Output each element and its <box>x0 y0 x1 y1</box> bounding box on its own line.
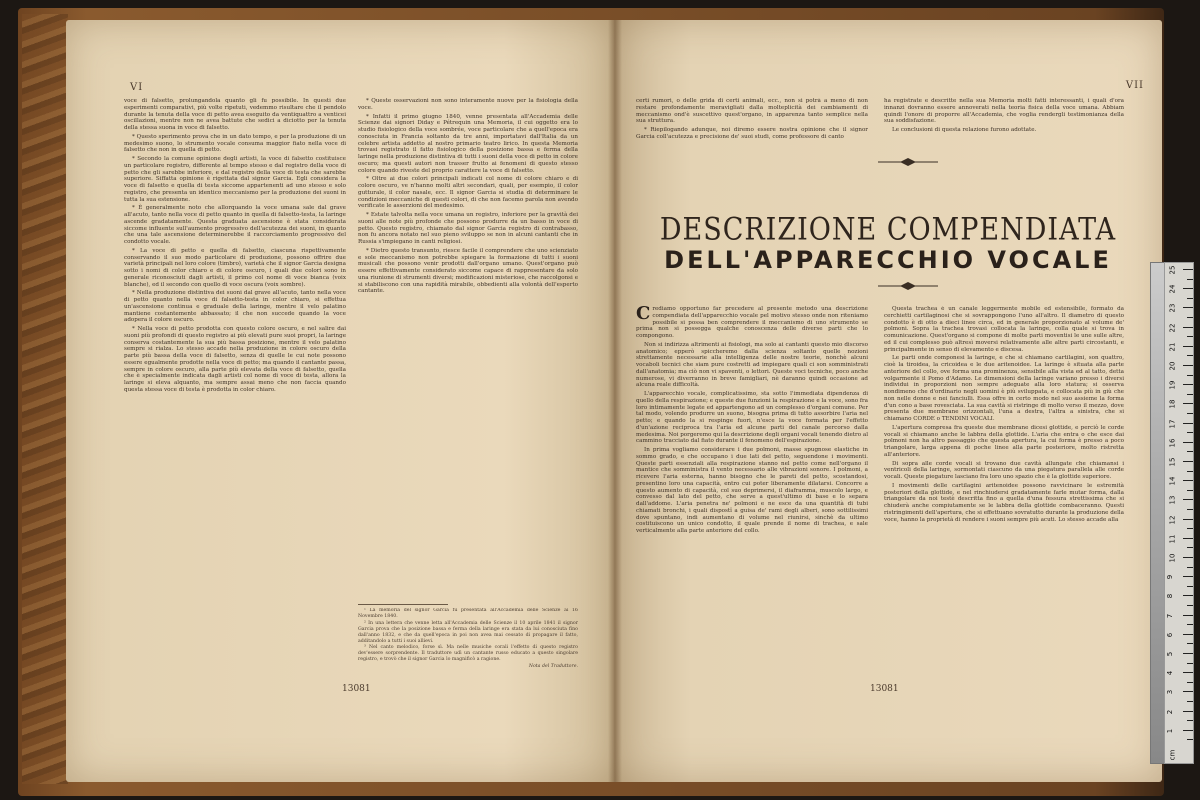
right-body-para: L'apparecchio vocale, complicatissimo, sta sotto l'immediata dipendenza di quello della respirazione; e queste due funzioni la respirazione e la voce, sono fra loro intimamente legate ed appartengono ad un complesso d'organi comune. Per tal modo, volendo produrre un suono, bisogna prima di tutto assorbire l'aria nel petto; e quando la si respinge fuori, n'esce la voce formata per l'effetto d'un'azione reciproca tra l'aria ed alcune parti del canale percorso dalla medesima. Noi porgeremo qui la descrizione degli organi vocali tenendo dietro al cammino tracciato dal fiato durante il fenomeno dell'espirazione. <box>636 391 868 445</box>
ruler-tick <box>1187 663 1193 664</box>
ruler-tick <box>1183 499 1193 500</box>
ruler-tick <box>1183 711 1193 712</box>
left-page <box>66 20 614 782</box>
ruler-tick <box>1183 615 1193 616</box>
right-body-para: Crediamo opportuno far precedere al presente metodo una descrizione compendiata dell'apparecchio vocale pel motivo stesso onde non riteniamo possibile si possa ben comprendere il meccanismo di uno strumento se prima non si possegga qualche conoscenza delle diverse parti che lo compongono. <box>636 306 868 339</box>
left-col2-para: * Dietro questo transunto, riesce facile il comprendere che uno scienziato e sole meccanismo non potrebbe spiegare la formazione di tutti i suoni musicali che possono venir prodotti dall'organo umano. Quest'organo può essere effettivamente considerato siccome capace di rappresentare da solo una riunione di strumenti diversi; modificazioni misteriose, che raccolgonsi e si stabiliscono con una rapidità mirabile, obbedienti alla volontà dell'esperto cantante. <box>358 247 578 295</box>
drop-cap: C <box>636 306 651 324</box>
left-col1-para: * È generalmente noto che allorquando la voce umana sale dal grave all'acuto, tanto nella voce di petto quanto in quella di falsetto-testa, la laringe ascende gradatamente. Questa graduata ascensione è stata considerata siccome influente sull'aumento progressivo dell'acutezza dei suoni, in quanto che una tale ascensione determinerebbe il raccorciamento progressivo del condotto vocale. <box>124 205 346 245</box>
ruler-tick <box>1183 327 1193 328</box>
ruler-tick <box>1183 384 1193 385</box>
ruler-tick <box>1187 567 1193 568</box>
ruler-tick <box>1183 461 1193 462</box>
cover-marbling <box>22 14 68 784</box>
ruler-number: 6 <box>1166 632 1175 638</box>
ornament-divider <box>878 282 938 290</box>
ruler-number: 14 <box>1168 476 1177 486</box>
ruler-tick <box>1187 432 1193 433</box>
ruler-tick <box>1183 442 1193 443</box>
page-footer-left: 13081 <box>342 684 371 694</box>
ruler-number: 20 <box>1168 361 1177 371</box>
right-body-para: Questa trachea è un canale leggermente mobile ed estensibile, formato da cerchietti cartilaginosi che si sovrappongono l'uno all'altro. Il diametro di questo condotto è di otto a dieci linee circa, ed in generale proporzionato al volume de' polmoni. Sopra la trachea trovasi collocata la laringe, colla quale si trova in comunicazione. Quest'organo si compone di molte parti moventisi le une sulle altre, ed il cui complesso può altresì moversi relativamente alle altre parti circostanti, e principalmente in senso di elevamento e discesa. <box>884 306 1124 353</box>
page-footer-right: 13081 <box>870 684 899 694</box>
ruler-number: 10 <box>1168 553 1177 563</box>
ruler-tick <box>1187 547 1193 548</box>
left-col1-para: voce di falsetto, prolungandola quanto gli fu possibile. In questi due esperimenti comparativi, più volte ripetuti, vedemmo risultare che il pendolo durante la tenuta della voce di petto avea eseguito da ventiquattro a venticei oscillazioni, mentre non ne avea battute che sedici a diciotto per la tenuta della stessa suona in voce di falsetto. <box>124 98 346 131</box>
footnotes <box>358 608 578 694</box>
ruler-number: 8 <box>1166 594 1175 599</box>
right-body-para: Non si indirizza altrimenti ai fisiologi, ma solo ai cantanti questo mio discorso anatomico; epperò spiccheremo dalla scienza soltanto quelle nozioni strettamente necessarie alla intelligenza delle nostre teorie, nonchè alcuni vocaboli tecnici che siam pure costretti ad impiegare quali ci son somministrati dall'anatomia; ma ciò non vi spaventi, o lettori. Queste voci tecniche, poco anche numerose, vi diverranno in breve famigliari, nè daranno quindi occasione ad alcuna reale difficoltà. <box>636 341 868 389</box>
ruler-number: 9 <box>1166 574 1175 580</box>
ruler-tick <box>1187 375 1193 376</box>
left-col2-para: * Infatti il primo giugno 1840, venne presentata all'Accademia delle Scienze dai signori Diday e Pétrequin una Memoria, il cui oggetto era lo studio fisiologico della voce sombrée, voce particolare che a quell'epoca era conosciuta in Francia soltanto da tre anni, importatavi dall'Italia da un celebre artista addetto al nostro primario teatro lirico. In questa Memoria trovasi registrato il fatto fisiologico della posizione bassa e ferma della laringe nella produzione distintiva di tutti i suoni della voce di petto in colore oscuro; ma questi autori non trasser frutto ai fenomeni di questo stesso colore quando riveste del proprio carattere la voce di falsetto. <box>358 113 578 174</box>
ruler-number: 13 <box>1168 495 1177 505</box>
ruler-tick <box>1187 701 1193 702</box>
right-body-para: Di sopra alle corde vocali si trovano due cavità allungate che chiamansi i ventricoli della laringe, sormontati ciascuno da una piegatura parallela alle corde vocali. Queste piegature lasciano fra loro uno spazio che è la glottide superiore. <box>884 460 1124 480</box>
ruler-tick <box>1187 720 1193 721</box>
left-col1-para: * La voce di petto e quella di falsetto, ciascuna rispettivamente conservando il suo modo particolare di produzione, possono offrire due varietà principali nel loro colore (timbro), varietà che il signor Garcia designa sotto i nomi di color chiaro e di colore oscuro, i quali due colori sono in generale riconosciuti dagli artisti, il primo col nome di voce bianca (voix blanche), ed il secondo con quello di voce oscura (voix sombre). <box>124 247 346 288</box>
left-column-2 <box>358 98 578 598</box>
ruler-tick <box>1187 451 1193 452</box>
ruler-tick <box>1183 672 1193 673</box>
ruler-tick <box>1183 634 1193 635</box>
right-body-column-2 <box>884 306 1124 696</box>
ruler-tick <box>1183 595 1193 596</box>
ruler-number: 5 <box>1166 651 1175 657</box>
ruler-tick <box>1187 528 1193 529</box>
right-top-para: certi rumori, o delle grida di certi animali, ecc., non si potrà a meno di non restare profondamente meravigliati dalla molteplicità dei cambiamenti di meccanismo ond'è suscettivo quest'organo, in apparenza tanto semplice nella sua struttura. <box>636 98 868 125</box>
right-top-column-1 <box>636 98 868 168</box>
ruler-number: 25 <box>1168 265 1177 275</box>
ruler-tick <box>1183 691 1193 692</box>
left-col2-para: * Oltre ai due colori principali indicati col nome di colore chiaro e di colore oscuro, ve n'hanno molti altri secondari, quali, per esempio, il color gutturale, il color nasale, ecc. Il signor Garcia si studia di determinare le condizioni meccaniche di questi colori, di che non facemo parola non avendo verificate le asserzioni del medesimo. <box>358 176 578 210</box>
ruler-tick <box>1187 336 1193 337</box>
ruler-number: 11 <box>1168 534 1177 544</box>
left-col1-para: * Nella voce di petto prodotta con questo colore oscuro, e nel salire dai suoni più profondi di questo registro ai più elevati pure suoi propri, la laringe conserva costantemente la sua più bassa posizione, mentre il velo palatino sempre si rialza. Lo stesso accade nella produzione in colore oscuro della parte più bassa della voce di falsetto, senza di quelle le cui note possono essere egualmente prodotte nella voce di petto; ma quando il cantante passa, sempre in colore oscuro, alla parte più elevata della voce di falsetto, quella che è specialmente indicata dagli artisti col nome di voce di testa, allora la laringe si eleva alquanto, ma sempre assai meno che non faccia quando questa stessa voce di testa è prodotta in color chiaro. <box>124 326 346 393</box>
ruler-number: 16 <box>1168 438 1177 448</box>
ruler-tick <box>1183 403 1193 404</box>
right-body-para: I movimenti delle cartilagini aritenoidee possono ravvicinare le estremità posteriori della glottide, e nel rinchiudersi gradatamente farle mutar forma, dalla triangolare da noi testè descritta fino a quella d'una fessura strettissima che si chiuderà anche compiutamente se le labbra della glottide combaceranno. Questi ristringimenti dell'apertura, che si effettuano sovratutto durante la produzione della voce, hanno la proprietà di rendere i suoni sempre più acuti. Lo stesso accade alla <box>884 482 1124 523</box>
ruler-number: 3 <box>1166 690 1175 695</box>
ruler-tick <box>1187 490 1193 491</box>
left-col1-para: * Secondo la comune opinione degli artisti, la voce di falsetto costituisce un particolare registro, differente al tempo stesso e dal registro della voce di petto che gli sarebbe inferiore, e dal registro della voce di testa che sarebbe superiore. Siffatta opinione è rigettata dal signor Garcia. Egli considera la voce di falsetto e quella di testa siccome appartenenti ad uno stesso e solo registro, che presenta un identico meccanismo per la produzione dei suoni in tutta la sua estensione. <box>124 156 346 203</box>
page-number-right: VII <box>1125 80 1144 91</box>
right-body-para: Le parti onde componesi la laringe, e che si chiamano cartilagini, son quattro, cioè la tiroidea, la cricoidea e le due aritenoidee. La laringe è situata alla parte anteriore del collo, ove forma una prominenza, sensibile alla vista ed al tatto, detta volgarmente il Pomo d'Adamo. Le dimensioni della laringe variano presso i diversi individui in proporzioni non sempre adeguate alla loro statura; si osserva nondimeno che d'ordinario negli uomini è più sviluppata, e collocata più in giù che non nelle donne e nei fanciulli. Essa offre in certo modo nel suo assieme la forma d'un cono a base rovesciata. La sua cavità si ristringe di molto verso il mezzo, dove presenta due membrane orizzontali, l'una a destra, l'altra a sinistra, che si chiamano CORDE o TENDINI VOCALI. <box>884 355 1124 422</box>
right-body-para: L'apertura compresa fra queste due membrane dicesi glottide, e perciò le corde vocali si chiamano anche le labbra della glottide. L'aria che entra o che esce dai polmoni non ha altro passaggio che questa apertura, la cui forma è presso a poco triangolare, larga appena di poche linee alla parte posteriore, molto ristretta all'anteriore. <box>884 424 1124 458</box>
ruler-number: 2 <box>1166 709 1175 714</box>
ornament-divider <box>878 158 938 166</box>
footnote: ¹ La memoria del signor Garcia fu presentata all'Accademia delle Scienze ai 16 Novembre 1840. <box>358 608 578 619</box>
ruler-tick <box>1187 643 1193 644</box>
right-top-para: Le conclusioni di questa relazione furono adottate. <box>892 127 1037 133</box>
right-page <box>614 20 1162 782</box>
left-col2-para: * Queste osservazioni non sono interamente nuove per la fisiologia della voce. <box>358 98 578 111</box>
left-column-1 <box>124 98 346 678</box>
ruler-number: 21 <box>1168 342 1177 352</box>
ruler-tick <box>1183 480 1193 481</box>
left-col1-para: * Nella produzione distintiva dei suoni dal grave all'acuto, tanto nella voce di petto quanto nella voce di falsetto-testa in color chiaro, si effettua un'ascensione continua e graduale della laringe, mentre il velo palatino mantiene costantemente abbassato; il che non succede quando la voce adopera il colore oscuro. <box>124 290 346 324</box>
ruler-tick <box>1183 307 1193 308</box>
ruler-tick <box>1183 730 1193 731</box>
ruler-unit: cm <box>1168 749 1177 761</box>
ruler-number: 12 <box>1168 515 1177 525</box>
page-number-left: VI <box>130 82 144 93</box>
ruler-number: 18 <box>1168 399 1177 409</box>
ruler-tick <box>1183 557 1193 558</box>
ruler-number: 4 <box>1166 670 1175 676</box>
left-col2-para: * Estate talvolta nella voce umana un registro, inferiore per la gravità dei suoni alle note più profonde che possono produrre da un basso in voce di petto. Questo registro, chiamato dal signor Garcia registro di contrabasso, non fu ancora notato nel suo pieno sviluppo se non in alcuni cantanti che in Russia s'impiegano in canti religiosi. <box>358 212 578 245</box>
ruler-tick <box>1183 538 1193 539</box>
ruler-tick <box>1183 365 1193 366</box>
translator-note: Nota del Traduttore. <box>528 664 578 670</box>
ruler-tick <box>1187 355 1193 356</box>
ruler-tick <box>1187 413 1193 414</box>
ruler-tick <box>1183 346 1193 347</box>
ruler-tick <box>1187 394 1193 395</box>
ruler-number: 24 <box>1168 284 1177 294</box>
ruler-number: 7 <box>1166 613 1175 618</box>
measurement-ruler <box>1164 262 1194 764</box>
ruler-tick <box>1187 586 1193 587</box>
right-body-para: In prima vogliamo considerare i due polmoni, masse spugnose elastiche in sommo grado, e che occupano i due lati del petto, seguendone i movimenti. Queste parti essenziali alla respirazione stanno nel petto come nell'organo il mantice che somministra il vento necessario alle vibrazioni sonore. I polmoni, a ricevere l'aria esterna, hanno bisogno che le pareti del petto, scostandosi, presentino loro una capacità, entro cui poter liberamente dilatarsi. Concorre a questo aumento di capacità, col suo deprimersi, il diaframma, muscolo largo, e convesso dal lato del petto, che serve a quest'ultimo di base e lo separa dall'addome. L'aria penetra ne' polmoni e ne esce da una quantità di tubi chiamati bronchi, i quali dispostî a guisa de' rami degli alberi, sono sottilissimi dove spuntano, indi aumentano di volume nel riunirsi, sinchè da ultimo costituiscono un unico condotto, il quale prende il nome di trachea, e sale verticalmente alla parte anteriore del collo. <box>636 447 868 534</box>
ruler-tick <box>1183 423 1193 424</box>
footnote-rule <box>358 604 448 605</box>
ruler-tick <box>1183 519 1193 520</box>
ruler-tick <box>1187 624 1193 625</box>
footnote: ³ Nel canto melodico, forse sì. Ma nelle musiche corali l'effetto di questo registro dev'essere sorprendente. Il traduttore udì un cantante russo educato a questo singolare registro, e trovò che il signor Garcia lo magnificò a ragione. <box>358 645 578 663</box>
ruler-number: 22 <box>1168 323 1177 333</box>
footnote: ² In una lettera che venne letta all'Accademia delle Scienze il 10 aprile 1841 il signor Garcia prova che la posizione bassa e ferma della laringe era stata da lui conosciuta fino dall'anno 1832, e che da quell'epoca in poi non avea mai cessato di propagare il fatto, additandolo a tutti i suoi allievi. <box>358 620 578 644</box>
ruler-number: 15 <box>1168 457 1177 467</box>
ruler-tick <box>1187 317 1193 318</box>
ruler-tick <box>1183 576 1193 577</box>
ruler-tick <box>1187 279 1193 280</box>
ruler-tick <box>1183 288 1193 289</box>
ruler-tick <box>1187 739 1193 740</box>
left-col1-para: * Questo sperimento prova che in un dato tempo, e per la produzione di un medesimo suono, lo strumento vocale consuma maggior fiato nella voce di falsetto che non in quella di petto. <box>124 133 346 154</box>
ruler-number: 1 <box>1166 728 1175 734</box>
right-body-column-1 <box>636 306 868 696</box>
ruler-number: 19 <box>1168 380 1177 390</box>
ruler-tick <box>1183 653 1193 654</box>
ruler-tick <box>1187 682 1193 683</box>
book-gutter <box>608 20 622 782</box>
ruler-tick <box>1187 298 1193 299</box>
ruler-number: 23 <box>1168 303 1177 313</box>
chapter-title-line1: DESCRIZIONE COMPENDIATA <box>659 211 1117 248</box>
chapter-title-line2: DELL'APPARECCHIO VOCALE <box>664 246 1112 274</box>
ruler-tick <box>1187 509 1193 510</box>
right-top-para: ha registrate e descritte nella sua Memoria molti fatti interessanti, i quali d'ora innanzi dovranno essere annoverati nella teoria fisica della voce umana. Abbiam quindi l'onore di proporre all'Accademia, che voglia rendergli testimonianza della sua soddisfazione. <box>884 98 1124 125</box>
ruler-tick <box>1183 269 1193 270</box>
ruler-tick <box>1187 471 1193 472</box>
ruler-tick <box>1187 605 1193 606</box>
ruler-number: 17 <box>1168 419 1177 429</box>
right-top-para: * Riepilogando adunque, noi diremo essere nostra opinione che il signor Garcia coll'acutezza e precisione de' suoi studi, come professore di canto <box>636 127 868 140</box>
